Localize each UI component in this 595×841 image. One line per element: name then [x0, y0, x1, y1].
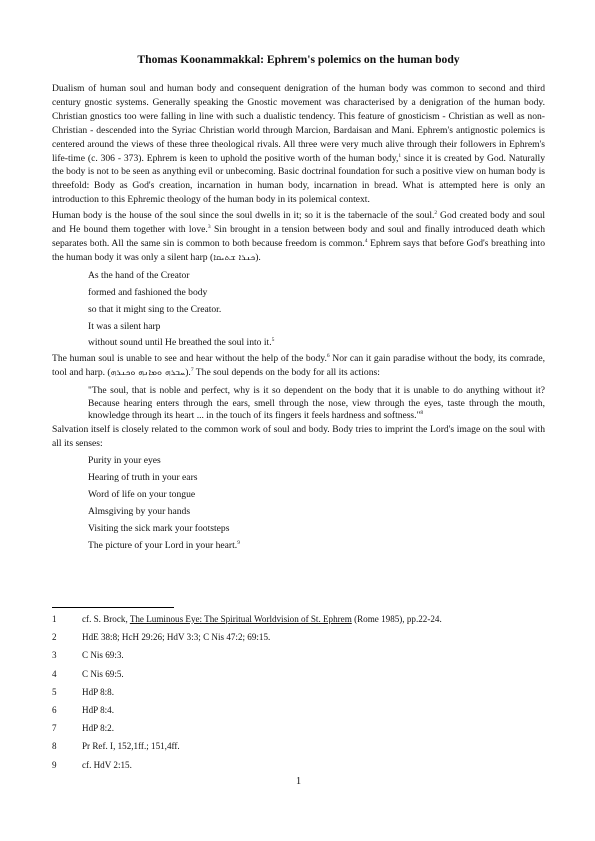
text: (Rome 1985), pp.22-24. — [351, 614, 442, 624]
poem-line: As the hand of the Creator — [88, 269, 190, 281]
footnote-ref[interactable]: 2 — [434, 210, 438, 217]
text: Sin brought in a tension between body and soul and finally introduced death which separates both. All the same sin is common to both because freedom is common. — [52, 224, 545, 249]
text: The picture of your Lord in your heart. — [88, 539, 238, 551]
footnote-ref[interactable]: 9 — [237, 539, 240, 546]
footnote-number: 1 — [52, 614, 57, 624]
poem-line: It was a silent harp — [88, 320, 161, 332]
syriac-text: ܟܢܪܐ ܫܬܝܩܐ — [213, 252, 256, 263]
text: God created body and soul and He bound them together with love. — [52, 210, 545, 236]
footnote — [52, 703, 545, 721]
footnote-ref[interactable]: 8 — [420, 409, 424, 416]
poem-line: so that it might sing to the Creator. — [88, 303, 222, 315]
footnote-number: 6 — [52, 704, 57, 715]
footnote-text: C Nis 69:5. — [82, 668, 124, 679]
footnote-number: 4 — [52, 668, 57, 679]
text: ). — [255, 251, 261, 263]
poem-1 — [88, 268, 545, 353]
footnote-text: HdP 8:2. — [82, 723, 115, 734]
text: The human soul is unable to see and hear without the help of the body. — [52, 353, 327, 365]
quote-text: "The soul, that is noble and perfect, why is it so dependent on the body that it is unable to do anything without it? Because hearing enters through the ears, smell through the nose, view through the eyes, taste through the mouth, knowledge through its heart ... in the touch of its fingers it feels hardness and softness." — [88, 386, 545, 421]
footnote-ref[interactable]: 7 — [190, 367, 194, 374]
footnote-text: HdP 8:4. — [82, 704, 115, 715]
footnote-ref[interactable]: 1 — [398, 152, 402, 159]
footnote-number: 9 — [52, 759, 57, 770]
paper-title: Thomas Koonammakkal: Ephrem's polemics on the human body — [137, 53, 460, 66]
poem-line: formed and fashioned the body — [88, 286, 208, 298]
poem-line — [88, 538, 545, 555]
text: since it is created by God. Naturally the body is not to be seen as anything evil or unbecoming. Basic doctrinal foundation for such a positive view on human body is threefold: Body as God's creation, incarnation in human body, incarnation in bread. What is attempted here is only an introduction to this Ephremic theology of the human body in its polemical context. — [52, 152, 545, 206]
footnote — [52, 612, 545, 630]
text: The soul depends on the body for all its actions: — [193, 367, 380, 379]
footnote-number: 5 — [52, 686, 57, 697]
poem-2 — [88, 453, 545, 554]
footnote — [52, 630, 545, 648]
text: ). — [185, 367, 191, 379]
text: without sound until He breathed the soul into it. — [88, 337, 272, 349]
cited-title: The Luminous Eye: The Spiritual Worldvision of St. Ephrem — [129, 614, 352, 624]
footnote-number: 2 — [52, 632, 57, 643]
page-number: 1 — [295, 776, 302, 787]
footnote-text: Pr Ref. I, 152,1ff.; 151,4ff. — [82, 741, 180, 752]
poem-line: Hearing of truth in your ears — [88, 472, 198, 484]
footnote-ref[interactable]: 5 — [271, 337, 275, 344]
footnotes — [52, 612, 545, 776]
footnote-ref[interactable]: 3 — [207, 224, 211, 231]
poem-line — [88, 335, 545, 352]
poem-line: Word of life on your tongue — [88, 488, 196, 500]
footnote-text: C Nis 69:3. — [82, 650, 124, 661]
footnote-divider — [52, 607, 174, 608]
article-body — [52, 82, 545, 555]
poem-line: Visiting the sick mark your footsteps — [88, 522, 230, 534]
footnote-ref[interactable]: 4 — [364, 237, 368, 244]
footnote-ref[interactable]: 6 — [326, 353, 330, 360]
text: Ephrem says that before God's breathing into the human body it was only a silent harp ( — [52, 237, 545, 263]
footnote — [52, 758, 545, 776]
paragraph-1 — [52, 82, 545, 207]
footnote-text: HdP 8:8. — [82, 686, 115, 697]
text: Dualism of human soul and human body and consequent denigration of the human body was common to second and third century gnostic systems. Generally speaking the Gnostic movement was characterised by a denigration of the human body. Christian gnostics too were falling in line with such a dualistic tendency. This feature of gnosticism - Christian as well as non-Christian - descended into the Syriac Christian world through Marcion, Bardaisan and Mani. Ephrem's antignostic polemics is centered around the views of these three theological rivals. All three were very much alive through their followers in Ephrem's life-time (c. 306 - 373). Ephrem is keen to uphold the positive worth of the human body, — [52, 83, 545, 164]
footnote-text — [82, 612, 545, 630]
footnote — [52, 648, 545, 666]
text: Nor can it gain paradise without the body, its comrade, tool and harp. ( — [52, 353, 545, 379]
footnote-number: 3 — [52, 650, 57, 661]
footnote-number: 8 — [52, 741, 57, 752]
block-quote — [88, 385, 545, 422]
poem-line: Purity in your eyes — [88, 455, 161, 467]
text: cf. S. Brock, — [82, 614, 130, 624]
footnote — [52, 721, 545, 739]
footnote-text: cf. HdV 2:15. — [82, 759, 132, 770]
footnote-number: 7 — [52, 723, 57, 734]
poem-line: Almsgiving by your hands — [88, 505, 191, 517]
footnote — [52, 739, 545, 757]
footnote — [52, 685, 545, 703]
syriac-text: ܚܒܪܗ ܘܡܐܢܗ ܘܟܢܪܗ — [110, 368, 186, 379]
paragraph-2 — [52, 209, 545, 266]
paragraph-4: Salvation itself is closely related to the common work of soul and body. Body tries to imprint the Lord's image on the soul with all its senses: — [52, 424, 545, 450]
footnote — [52, 667, 545, 685]
text: Human body is the house of the soul since the soul dwells in it; so it is the tabernacle of the soul. — [52, 210, 435, 222]
paragraph-3 — [52, 352, 545, 381]
footnote-text: HdE 38:8; HcH 29:26; HdV 3:3; C Nis 47:2; 69:15. — [82, 632, 271, 643]
